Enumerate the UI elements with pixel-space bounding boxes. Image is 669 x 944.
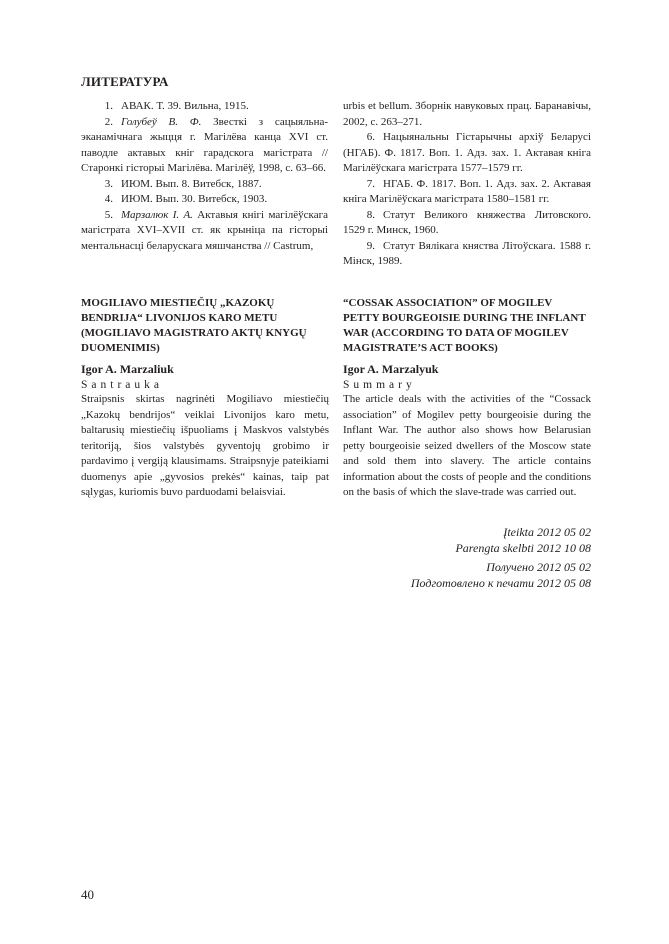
reference-item: 9. Статут Вялікага княства Літоўскага. 1588 г. Мінск, 1989.: [343, 239, 591, 267]
reference-item: 8. Статут Великого княжества Литовского. 1529 г. Минск, 1960.: [343, 208, 591, 236]
summary-text: The article deals with the activities of the “Cossack association” of Mogilev petty bourgeoisie during the Inflant War. The author also shows how Belarusian petty bourgeoisie seized dwellers of the Moscow state and sold them into slavery. The article contains information about the costs of people and the conditions on the basis of which the slave-trade was carried out.: [343, 393, 591, 498]
reference-item: 3. ИЮМ. Вып. 8. Витебск, 1887.: [104, 177, 262, 190]
reference-item: 1. АВАК. Т. 39. Вильна, 1915.: [104, 100, 249, 112]
summary-title: “COSSAK ASSOCIATION” OF MOGILEV PETTY BOURGEOISIE DURING THE INFLANT WAR (ACCORDING TO DATA OF MOGILEV MAGISTRATE’S ACT BOOKS): [343, 297, 586, 354]
summary-author: Igor A. Marzalyuk: [343, 362, 439, 376]
references-column-right: [343, 99, 591, 270]
references-column-left: [81, 99, 328, 254]
reference-item: 4. ИЮМ. Вып. 30. Витебск, 1903.: [104, 193, 268, 205]
date-received-ru: Получено 2012 05 02: [486, 560, 591, 574]
summary-text: Straipsnis skirtas nagrinėti Mogiliavo miestiečių „Kazokų bendrijos“ veiklai Livonijos karo metu, baltarusių miestiečių išpuoliams į Maskvos valstybės teritoriją, šios valstybės gyventojų grobimo ir pardavimo į vergiją klausimams. Straipsnyje pateikiami duomenys apie „gyvosios prekės“ kainas, taip pat sąlygas, kuriomis buvo parduodami belaisviai.: [81, 393, 329, 498]
summary-author: Igor A. Marzaliuk: [81, 362, 174, 376]
date-prepared-lt: Parengta skelbti 2012 10 08: [455, 540, 591, 555]
reference-item: 7. НГАБ. Ф. 1817. Воп. 1. Адз. зах. 2. Актавая кніга Магілёўскага магістрата 1580–1581 гг.: [343, 177, 591, 205]
summary-label: Santrauka: [81, 379, 163, 391]
summary-title: MOGILIAVO MIESTIEČIŲ „KAZOKŲ BENDRIJA“ LIVONIJOS KARO METU (MOGILIAVO MAGISTRATO AKTŲ KNYGŲ DUOMENIMIS): [81, 297, 307, 354]
date-received-lt: Įteikta 2012 05 02: [503, 525, 591, 539]
summary-lithuanian: [81, 296, 329, 501]
reference-item: 2. Голубеў В. Ф. Звесткі з сацыяльна-эканамічнага жыцця г. Магілёва канца XVI ст. паводле актавых кніг гарадскога магістрата // Старонкі гісторыі Магілёва. Магілёў, 1998, с. 63–66.: [81, 115, 329, 174]
page-number: 40: [81, 887, 94, 902]
summary-english: [343, 296, 591, 501]
submission-dates: [411, 525, 591, 591]
reference-item: 5. Марзалюк І. А. Актавыя кнігі магілёўскага магістрата XVI–XVII ст. як крыніца па гісторыі ментальнасці беларускага мяшчанства // Castrum,: [81, 208, 328, 252]
reference-continuation: urbis et bellum. Зборнік навуковых прац. Баранавічы, 2002, с. 263–271.: [343, 100, 591, 128]
reference-item: 6. Нацыянальны Гістарычны архіў Беларусі (НГАБ). Ф. 1817. Воп. 1. Адз. зах. 1. Актавая кніга Магілёўскага магістрата 1577–1579 гг.: [343, 131, 591, 174]
date-prepared-ru: Подготовлено к печати 2012 05 08: [410, 575, 591, 590]
summary-label: Summary: [343, 379, 416, 391]
references-heading: ЛИТЕРАТУРА: [81, 74, 169, 89]
